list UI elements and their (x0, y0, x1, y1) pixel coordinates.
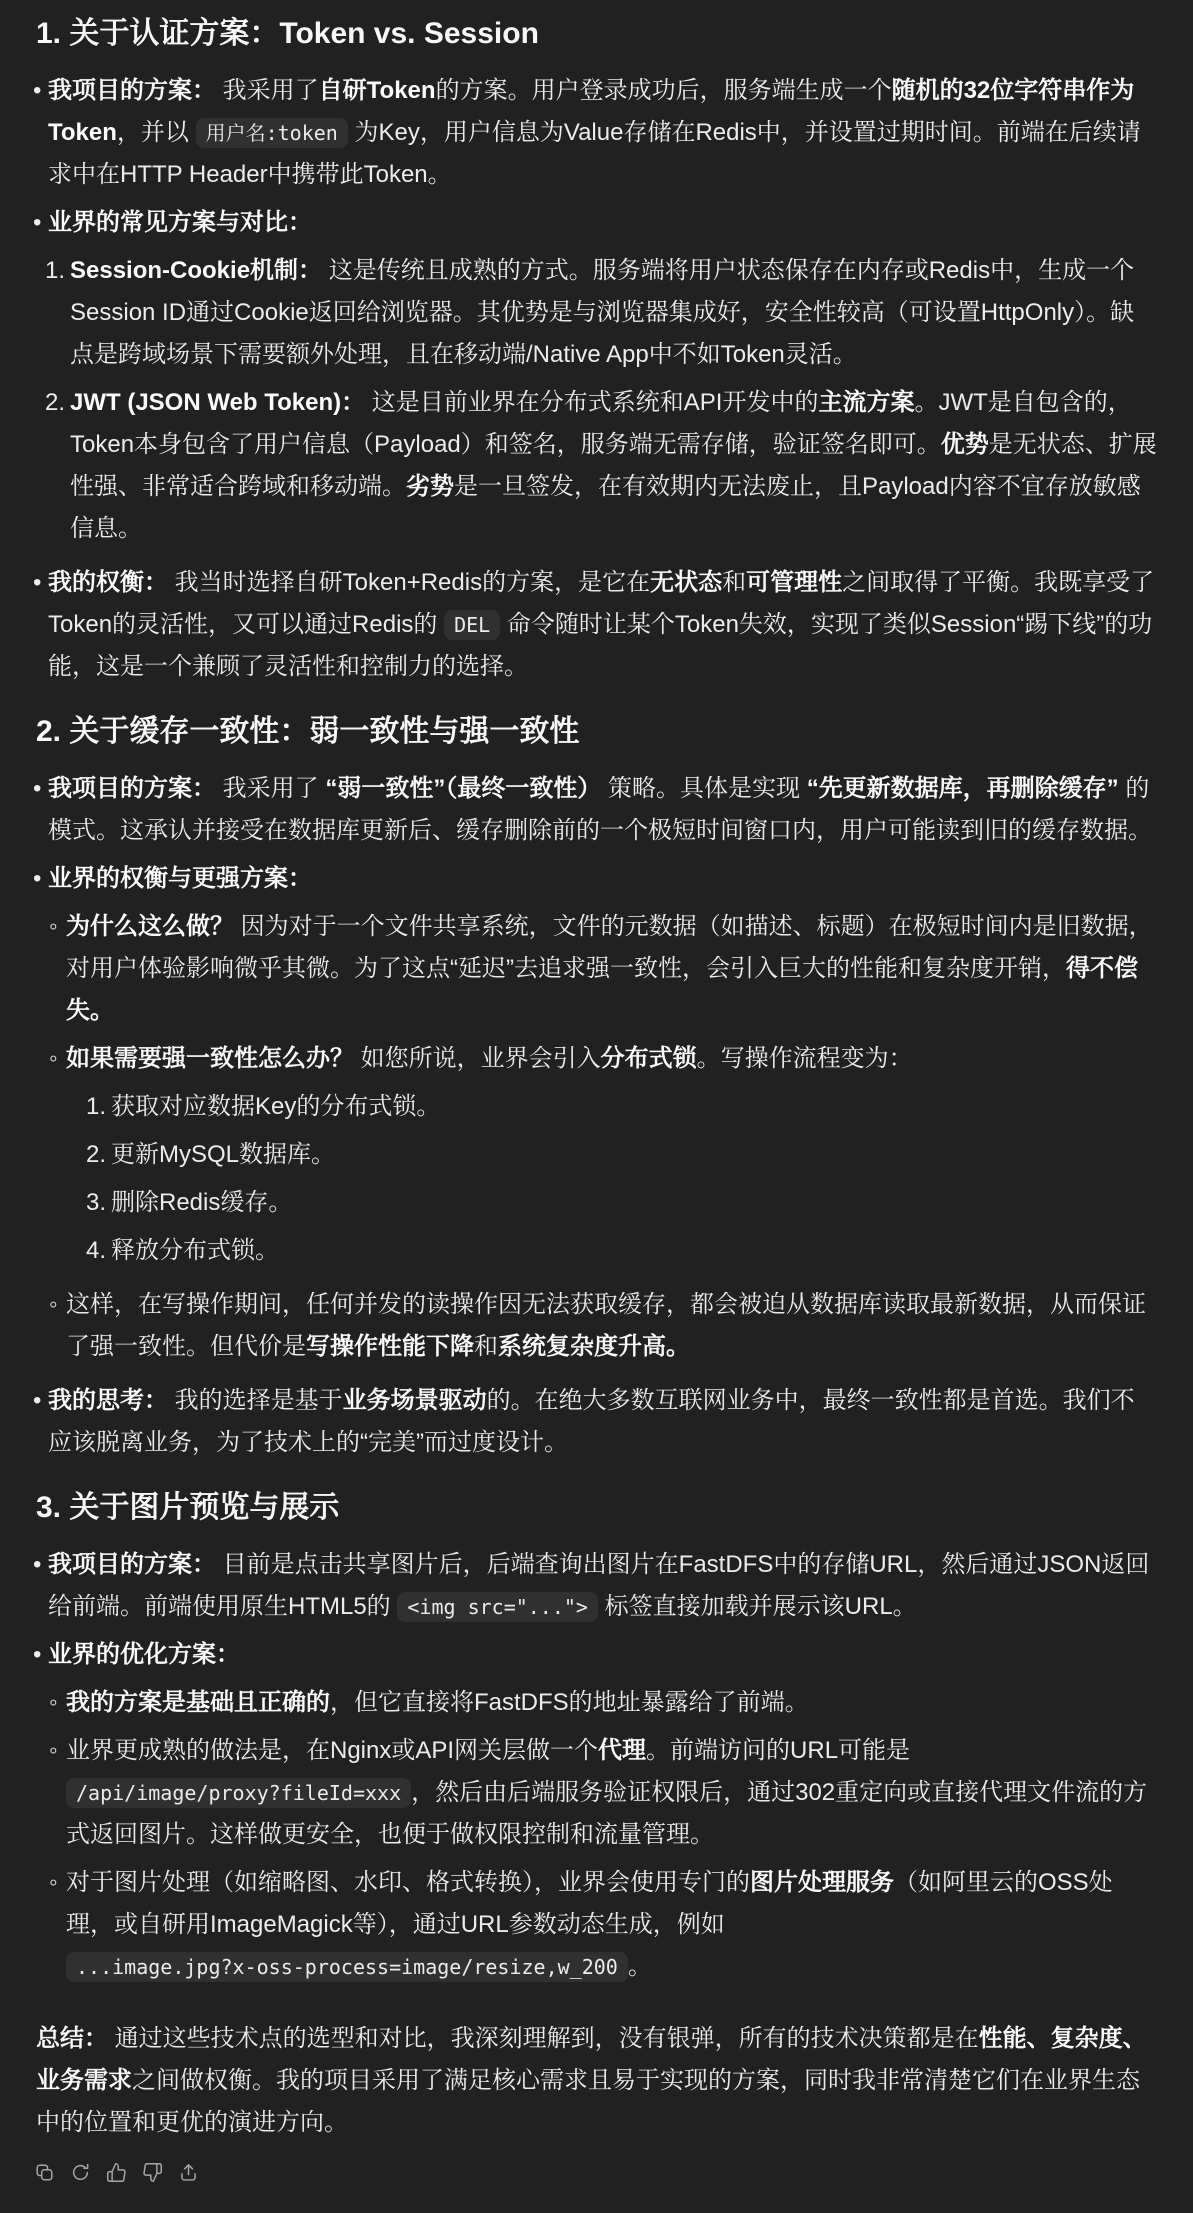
list-marker: 1. (86, 1093, 107, 1120)
text-run: 我当时选择自研Token+Redis的方案，是它在 (168, 569, 651, 596)
list (33, 70, 1157, 688)
list-marker: 2. (86, 1141, 107, 1168)
list-item (45, 250, 1157, 376)
text-run: 更新MySQL数据库。 (111, 1141, 336, 1168)
text-run: 标签直接加载并展示该URL。 (597, 1593, 917, 1620)
list-item (48, 1862, 1157, 1988)
list-item (33, 858, 1157, 1374)
bold-text: 我的方案是基础且正确的 (66, 1689, 330, 1716)
text-run: 是无状态、扩展性强、非常适合跨域和移动端。 (70, 431, 1157, 500)
text-run: 通过这些技术点的选型和对比，我深刻理解到，没有银弹，所有的技术决策都是在 (108, 2025, 979, 2052)
list-item (45, 382, 1157, 550)
list-item (33, 1380, 1157, 1464)
inline-code: 用户名:token (196, 118, 348, 148)
list-marker: 4. (86, 1237, 107, 1264)
text-run: ，并以 (116, 119, 196, 146)
text-run: 和 (722, 569, 747, 596)
list (66, 1086, 1157, 1272)
text-run: 的。在绝大多数互联网业务中，最终一致性都是首选。我们不应该脱离业务，为了技术上的“完美”而过度设计。 (48, 1387, 1135, 1456)
bold-text: 我项目的方案： (48, 775, 216, 802)
bold-text: 得不偿失。 (66, 955, 1138, 1024)
bold-text: 业界的常见方案与对比： (48, 209, 312, 236)
bold-text: 如果需要强一致性怎么办？ (66, 1045, 354, 1072)
regenerate-button[interactable] (64, 2156, 96, 2188)
inline-code: ...image.jpg?x-oss-process=image/resize,w_200 (66, 1952, 628, 1982)
share-icon (178, 2162, 199, 2183)
list-item-content (48, 768, 1157, 852)
bold-text: 总结： (36, 2025, 108, 2052)
inline-code: <img src="..."> (397, 1592, 598, 1622)
list-marker: 1. (45, 257, 66, 284)
list-item-content (111, 1230, 1157, 1272)
list-marker: • (33, 865, 42, 892)
list-item-content (48, 1380, 1157, 1464)
list-item (66, 1230, 1157, 1272)
list-item-content (66, 1682, 1157, 1724)
list-item-content (111, 1182, 1157, 1224)
text-run: 删除Redis缓存。 (111, 1189, 293, 1216)
bold-text: 业务场景驱动 (342, 1387, 487, 1414)
text-run: 命令随时让某个Token失效，实现了类似Session“踢下线”的功能，这是一个兼顾了灵活性和控制力的选择。 (48, 611, 1153, 680)
list-item (48, 1284, 1157, 1368)
list-marker: • (33, 1641, 42, 1668)
list-item-content (111, 1134, 1157, 1176)
text-run: 这是目前业界在分布式系统和API开发中的 (365, 389, 819, 416)
section-heading (36, 1488, 1157, 1528)
bold-text: 自研Token (318, 77, 436, 104)
list-marker: ◦ (49, 1737, 58, 1764)
list-item (33, 1544, 1157, 1628)
text-run: 我采用了 (216, 775, 326, 802)
list-marker: • (33, 775, 42, 802)
list-item-content (48, 562, 1157, 688)
inline-code: /api/image/proxy?fileId=xxx (66, 1778, 411, 1808)
list-item (48, 1682, 1157, 1724)
list-item (48, 906, 1157, 1032)
bold-text: 可管理性 (746, 569, 843, 596)
paragraph (36, 2018, 1157, 2144)
text-run: 业界更成熟的做法是，在Nginx或API网关层做一个 (66, 1737, 599, 1764)
text-run: 和 (474, 1333, 498, 1360)
text-run: 策略。具体是实现 (601, 775, 807, 802)
bold-text: 写操作性能下降 (306, 1333, 474, 1360)
list (48, 906, 1157, 1368)
list-item-content (48, 1544, 1157, 1628)
bold-text: 劣势 (406, 473, 454, 500)
list-item-content (45, 202, 1157, 556)
text-run: 获取对应数据Key的分布式锁。 (111, 1093, 441, 1120)
bold-text: 业界的权衡与更强方案： (48, 865, 312, 892)
list-item (48, 1730, 1157, 1856)
bold-text: 代理 (598, 1737, 647, 1764)
bold-text: 图片处理服务 (750, 1869, 894, 1896)
bold-text: 优势 (940, 431, 989, 458)
list-item (66, 1182, 1157, 1224)
list-marker: 3. (86, 1189, 107, 1216)
list-item (66, 1086, 1157, 1128)
copy-icon (34, 2162, 55, 2183)
list-marker: ◦ (49, 1045, 58, 1072)
text-run: 这样，在写操作期间，任何并发的读操作因无法获取缓存，都会被迫从数据库读取最新数据，从而保证了强一致性。但代价是 (66, 1291, 1146, 1360)
list-marker: ◦ (49, 913, 58, 940)
text-run: 我采用了 (216, 77, 319, 104)
list-item-content (48, 858, 1157, 1374)
text-run: 。 (627, 1953, 652, 1980)
list-marker: • (33, 209, 42, 236)
text-run: 。写操作流程变为： (696, 1045, 913, 1072)
copy-button[interactable] (28, 2156, 60, 2188)
list-item-content (66, 1038, 1157, 1278)
list-item (33, 1634, 1157, 1994)
text-run: 3. 关于图片预览与展示 (36, 1491, 340, 1524)
text-run: 之间做权衡。我的项目采用了满足核心需求且易于实现的方案，同时我非常清楚它们在业界生态中的位置和更优的演进方向。 (36, 2067, 1140, 2136)
list-marker: • (33, 1387, 42, 1414)
list-item-content (66, 1730, 1157, 1856)
section-heading (36, 712, 1157, 752)
list-item (48, 1038, 1157, 1278)
list (48, 1682, 1157, 1988)
bold-text: 我的思考： (48, 1387, 168, 1414)
list-item (33, 768, 1157, 852)
text-run: 的方案。用户登录成功后，服务端生成一个 (435, 77, 892, 104)
thumbs-up-button[interactable] (100, 2156, 132, 2188)
text-run: （如阿里云的OSS处理，或自研用ImageMagick等），通过URL参数动态生成，例如 (66, 1869, 1113, 1938)
share-button[interactable] (172, 2156, 204, 2188)
text-run: ，然后由后端服务验证权限后，通过302重定向或直接代理文件流的方式返回图片。这样做更安全，也便于做权限控制和流量管理。 (66, 1779, 1148, 1848)
list-item (66, 1134, 1157, 1176)
text-run: 的模式。这承认并接受在数据库更新后、缓存删除前的一个极短时间窗口内，用户可能读到旧的缓存数据。 (48, 775, 1152, 844)
text-run: 之间取得了平衡。我既享受了Token的灵活性，又可以通过Redis的 (48, 569, 1155, 638)
text-run: 对于图片处理（如缩略图、水印、格式转换），业界会使用专门的 (66, 1869, 750, 1896)
bold-text: “先更新数据库，再删除缓存” (806, 775, 1119, 802)
list-item (33, 562, 1157, 688)
list-item-content (111, 1086, 1157, 1128)
text-run: 。JWT是自包含的，Token本身包含了用户信息（Payload）和签名，服务端无需存储，验证签名即可。 (70, 389, 1132, 458)
list-item-content (66, 906, 1157, 1032)
bold-text: Session-Cookie机制： (70, 257, 323, 284)
thumbs-down-button[interactable] (136, 2156, 168, 2188)
section-heading (36, 14, 1157, 54)
bold-text: 我项目的方案： (48, 1551, 216, 1578)
bold-text: 为什么这么做？ (66, 913, 234, 940)
text-run: 为Key，用户信息为Value存储在Redis中，并设置过期时间。前端在后续请求中在HTTP Header中携带此Token。 (48, 119, 1141, 188)
list-item-content (48, 70, 1157, 196)
list-item-content (70, 382, 1157, 550)
list-marker: ◦ (49, 1689, 58, 1716)
list-marker: • (33, 77, 42, 104)
list-item-content (70, 250, 1157, 376)
text-run: 是一旦签发，在有效期内无法废止，且Payload内容不宜存放敏感信息。 (70, 473, 1141, 542)
bold-text: 随机的32位字符串作为Token (48, 77, 1135, 146)
text-run: 如您所说，业界会引入 (354, 1045, 601, 1072)
message-action-bar (28, 2156, 1157, 2188)
text-run: 这是传统且成熟的方式。服务端将用户状态保存在内存或Redis中，生成一个Session ID通过Cookie返回给浏览器。其优势是与浏览器集成好，安全性较高（可设置HttpOnly）。缺点是跨域场景下需要额外处理，且在移动端/Native App中不如Token灵活。 (70, 257, 1135, 368)
bold-text: JWT (JSON Web Token)： (70, 389, 366, 416)
text-run: 目前是点击共享图片后，后端查询出图片在FastDFS中的存储URL，然后通过JSON返回给前端。前端使用原生HTML5的 (48, 1551, 1150, 1620)
list-item (33, 70, 1157, 196)
text-run: 因为对于一个文件共享系统，文件的元数据（如描述、标题）在极短时间内是旧数据，对用户体验影响微乎其微。为了这点“延迟”去追求强一致性，会引入巨大的性能和复杂度开销， (66, 913, 1153, 982)
text-run: 释放分布式锁。 (111, 1237, 279, 1264)
inline-code: DEL (444, 610, 500, 640)
text-run: 我的选择是基于 (168, 1387, 343, 1414)
message-content (33, 14, 1157, 2144)
list-item (33, 202, 1157, 556)
thumbs-down-icon (142, 2162, 163, 2183)
bold-text: 性能、复杂度、业务需求 (36, 2025, 1147, 2094)
list-marker: ◦ (49, 1869, 58, 1896)
text-run: 2. 关于缓存一致性：弱一致性与强一致性 (36, 715, 580, 748)
bold-text: “弱一致性”（最终一致性） (325, 775, 602, 802)
bold-text: 系统复杂度升高。 (498, 1333, 690, 1360)
list (45, 250, 1157, 550)
bold-text: 我项目的方案： (48, 77, 216, 104)
list-item-content (66, 1862, 1157, 1988)
bold-text: 业界的优化方案： (48, 1641, 240, 1668)
regenerate-icon (70, 2162, 91, 2183)
list (33, 1544, 1157, 1994)
bold-text: 无状态 (650, 569, 723, 596)
text-run: 1. 关于认证方案：Token vs. Session (36, 17, 539, 50)
list-marker: ◦ (49, 1291, 58, 1318)
thumbs-up-icon (106, 2162, 127, 2183)
list (33, 768, 1157, 1464)
list-marker: • (33, 1551, 42, 1578)
bold-text: 我的权衡： (48, 569, 168, 596)
list-item-content (66, 1284, 1157, 1368)
bold-text: 主流方案 (818, 389, 915, 416)
bold-text: 分布式锁 (600, 1045, 697, 1072)
text-run: ，但它直接将FastDFS的地址暴露给了前端。 (330, 1689, 809, 1716)
list-item-content (48, 1634, 1157, 1994)
list-marker: • (33, 569, 42, 596)
text-run: 。前端访问的URL可能是 (646, 1737, 911, 1764)
list-marker: 2. (45, 389, 66, 416)
